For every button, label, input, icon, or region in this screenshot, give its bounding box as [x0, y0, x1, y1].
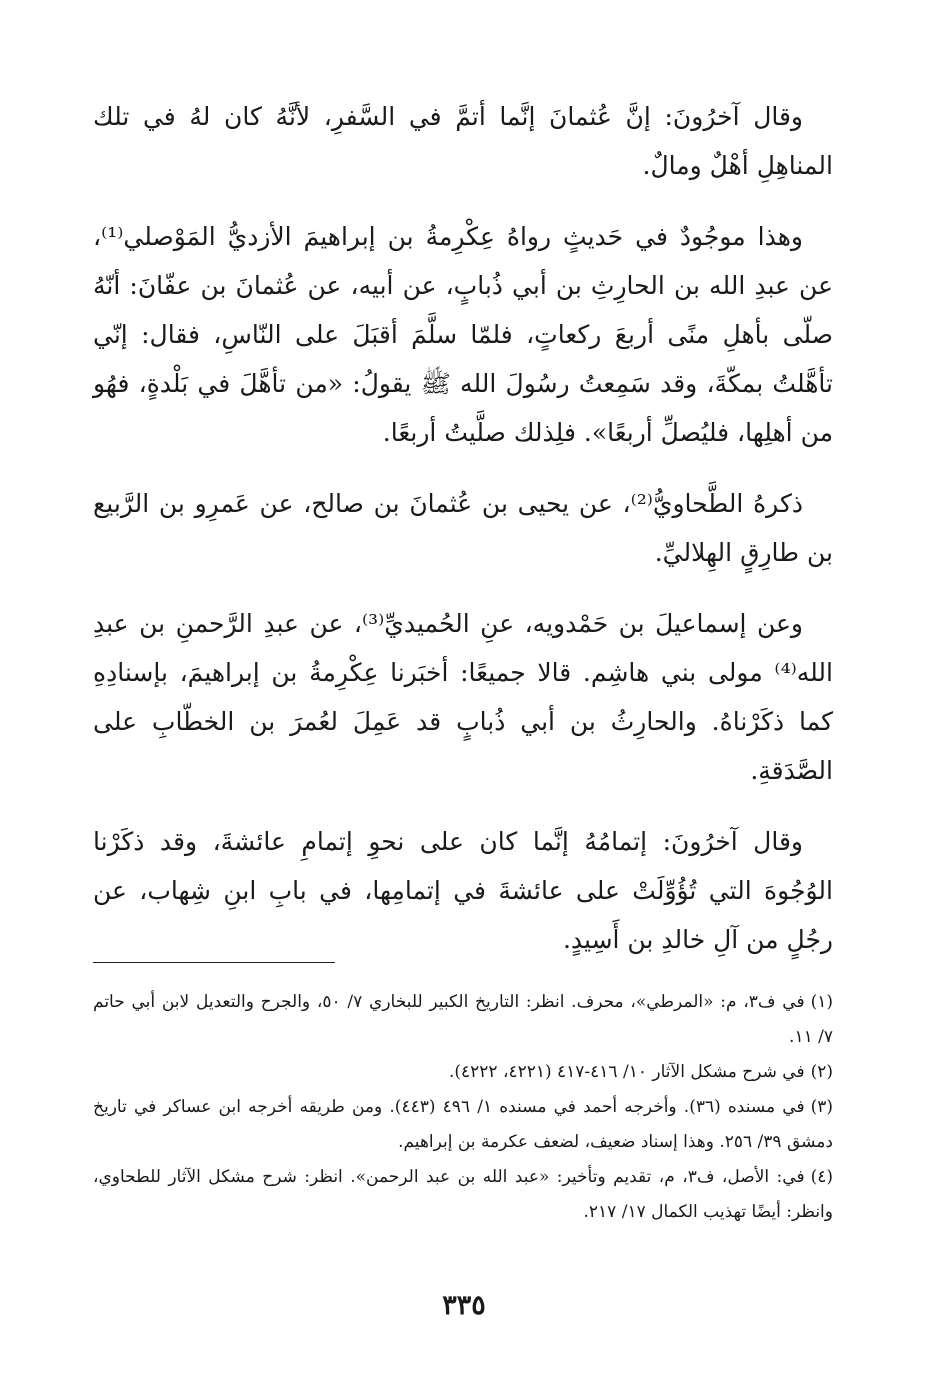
footnote: [93, 1055, 833, 1090]
footnote-mark: (١): [810, 992, 833, 1012]
footnote: [93, 1090, 833, 1160]
paragraph: وقال آخرُونَ: إنَّ عُثمانَ إنَّما أتمَّ في السَّفرِ، لأنَّهُ كان لهُ في تلك المناهِلِ أهْلٌ ومالٌ.: [93, 102, 833, 180]
footnote: [93, 1160, 833, 1230]
footnote-mark: (٢): [810, 1062, 833, 1082]
paragraph: وقال آخرُونَ: إتمامُهُ إنَّما كان على نحوِ إتمامِ عائشةَ، وقد ذكَرْنا الوُجُوهَ التي تُؤُوِّلَتْ على عائشةَ في إتمامِها، في بابِ ابنِ شِهاب، عن رجُلٍ من آلِ خالدِ بن أَسِيدٍ.: [93, 827, 833, 954]
footnote: [93, 985, 833, 1055]
footnote-text: في: الأصل، ف٣، م، تقديم وتأخير: «عبد الله بن عبد الرحمن». انظر: شرح مشكل الآثار للطحاوي، وانظر: أيضًا تهذيب الكمال ١٧/ ٢١٧.: [93, 1167, 833, 1222]
paragraph: ذكرهُ الطَّحاويُّ⁽²⁾، عن يحيى بن عُثمانَ بن صالح، عن عَمرِو بن الرَّبيع بن طارِقٍ الهِلاليِّ.: [93, 489, 833, 567]
paragraph: وهذا موجُودٌ في حَديثٍ رواهُ عِكْرِمةُ بن إبراهيمَ الأزديُّ المَوْصلي⁽¹⁾، عن عبدِ الله بن الحارِثِ بن أبي ذُبابٍ، عن أبيه، عن عُثمانَ بن عفّانَ: أنّهُ صلّى بأهلِ منًى أربعَ ركعاتٍ، فلمّا سلَّمَ أقبَلَ على النّاسِ، فقال: إنّي تأهَّلتُ بمكّةَ، وقد سَمِعتُ رسُولَ الله ﷺ يقولُ: «من تأهَّلَ في بَلْدةٍ، فهُو من أهلِها، فليُصلِّ أربعًا». فلِذلك صلَّيتُ أربعًا.: [93, 222, 833, 447]
paragraph: وعن إسماعيلَ بن حَمْدويه، عنِ الحُميديِّ⁽³⁾، عن عبدِ الرَّحمنِ بن عبدِ الله⁽⁴⁾ مولى بني هاشِم. قالا جميعًا: أخبَرنا عِكْرِمةُ بن إبراهيمَ، بإسنادِهِ كما ذكَرْناهُ. والحارِثُ بن أبي ذُبابٍ قد عَمِلَ لعُمرَ بن الخطّابِ على الصَّدَقةِ.: [93, 609, 833, 785]
main-text: [93, 92, 833, 964]
footnote-text: في شرح مشكل الآثار ١٠/ ٤١٦-٤١٧ (٤٢٢١، ٤٢٢٢).: [448, 1062, 805, 1082]
page-number: ٣٣٥: [442, 1290, 486, 1321]
footnote-mark: (٤): [810, 1167, 834, 1187]
footnote-separator: [93, 962, 335, 963]
footnotes: [93, 985, 833, 1230]
footnote-text: في مسنده (٣٦). وأخرجه أحمد في مسنده ١/ ٤٩٦ (٤٤٣). ومن طريقه أخرجه ابن عساكر في تاريخ دمشق ٣٩/ ٢٥٦. وهذا إسناد ضعيف، لضعف عكرمة بن إبراهيم.: [93, 1097, 833, 1152]
footnote-mark: (٣): [810, 1097, 833, 1117]
footnote-text: في ف٣، م: «المرطي»، محرف. انظر: التاريخ الكبير للبخاري ٧/ ٥٠، والجرح والتعديل لابن أبي حاتم ٧/ ١١.: [93, 992, 833, 1047]
